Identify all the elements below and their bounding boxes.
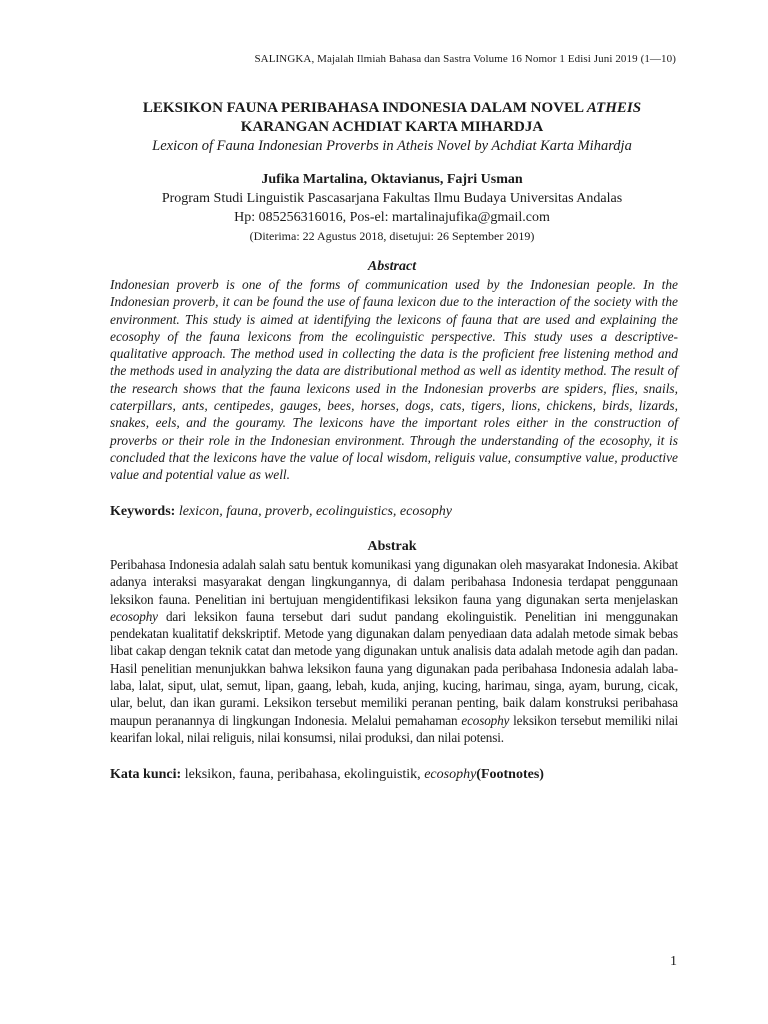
keywords-label: Keywords: <box>110 504 176 519</box>
keywords-value: lexicon, fauna, proverb, ecolinguistics, ecosophy <box>178 504 453 519</box>
author-affiliation: Program Studi Linguistik Pascasarjana Fakultas Ilmu Budaya Universitas Andalas <box>161 191 623 206</box>
author-contact: Hp: 085256316016, Pos-el: martalinajufika@gmail.com <box>234 210 550 225</box>
paper-title <box>100 99 684 137</box>
running-head: SALINGKA, Majalah Ilmiah Bahasa dan Sastra Volume 16 Nomor 1 Edisi Juni 2019 (1—10) <box>254 53 676 65</box>
abstract-english-text: Indonesian proverb is one of the forms of communication used by the Indonesian people. In the Indonesian proverb, it can be found the use of fauna lexicon due to the interaction of the society with the environment. This study is aimed at identifying the lexicons of fauna that are used and explaining the ecosophy of the fauna lexicons from the ecolinguistic perspective. This study uses a descriptive-qualitative approach. The method used in collecting the data is the proficient free listening method and the methods used in analyzing the data are distributional method as well as identity method. The result of the research shows that the fauna lexicons used in the Indonesian proverbs are spiders, flies, snails, caterpillars, ants, centipedes, gauges, bees, horses, dogs, cats, tigers, lions, chickens, birds, lizards, snakes, eels, and the gouramy. The lexicons have the important roles either in the construction of proverbs or their role in the Indonesian environment. Through the understanding of the ecosophy, it is concluded that the lexicons have the value of local wisdom, religuis value, consumptive value, productive value and potential value as well. <box>110 277 678 483</box>
abstrak-italic-ecosophy-1: ecosophy <box>110 608 158 624</box>
keywords-english <box>110 503 678 521</box>
kata-kunci-label: Kata kunci: <box>110 767 182 782</box>
abstrak-part2: dari leksikon fauna tersebut dari sudut pandang ekolinguistik. Penelitian ini menggunakan pendekatan kualitatif dekskriptif. Metode yang digunakan dalam penyediaan data adalah metode simak bebas libat cakap dengan teknik catat dan metode yang digunakan untuk analisis data adalah metode agih dan padan. Hasil penelitian menunjukkan bahwa leksikon fauna yang digunakan pada peribahasa Indonesia adalah laba-laba, lalat, siput, ulat, semut, lipan, gaang, lebah, kuda, anjing, kucing, harimau, singa, ayam, burung, cicak, ular, belut, dan ikan gurami. Leksikon tersebut memiliki peranan penting, baik dalam konstruksi peribahasa maupun peranannya di lingkungan Indonesia. Melalui pemahaman <box>110 608 678 728</box>
title-line1-italic: ATHEIS <box>586 100 642 116</box>
author-block <box>100 170 684 245</box>
abstrak-part3: leksikon tersebut memiliki nilai kearifan lokal, nilai religuis, nilai konsumsi, nilai produksi, dan nilai potensi. <box>110 712 679 745</box>
title-line2: KARANGAN ACHDIAT KARTA MIHARDJA <box>240 119 544 135</box>
abstrak-indonesian-text <box>110 556 678 746</box>
paper-title-english: Lexicon of Fauna Indonesian Proverbs in Atheis Novel by Achdiat Karta Mihardja <box>152 138 632 154</box>
title-block <box>100 99 684 155</box>
abstrak-part1: Peribahasa Indonesia adalah salah satu bentuk komunikasi yang digunakan oleh masyarakat Indonesia. Akibat adanya interaksi masyarakat dengan lingkungannya, di dalam peribahasa Indonesia terdapat penggunaan leksikon fauna. Penelitian ini bertujuan mengidentifikasi leksikon fauna yang digunakan serta menjelaskan <box>110 557 678 607</box>
abstrak-heading: Abstrak <box>367 539 417 554</box>
keywords-indonesian <box>110 766 678 784</box>
footnotes-label: (Footnotes) <box>476 767 544 782</box>
kata-kunci-value: leksikon, fauna, peribahasa, ekolinguistik, <box>181 767 425 782</box>
abstrak-italic-ecosophy-2: ecosophy <box>461 712 510 728</box>
submission-dates: (Diterima: 22 Agustus 2018, disetujui: 26 September 2019) <box>249 229 535 243</box>
kata-kunci-italic: ecosophy <box>424 767 477 782</box>
page-number: 1 <box>670 954 677 969</box>
author-names: Jufika Martalina, Oktavianus, Fajri Usman <box>261 172 523 187</box>
title-line1-prefix: LEKSIKON FAUNA PERIBAHASA INDONESIA DALAM NOVEL <box>142 100 587 116</box>
abstract-heading: Abstract <box>367 259 417 274</box>
